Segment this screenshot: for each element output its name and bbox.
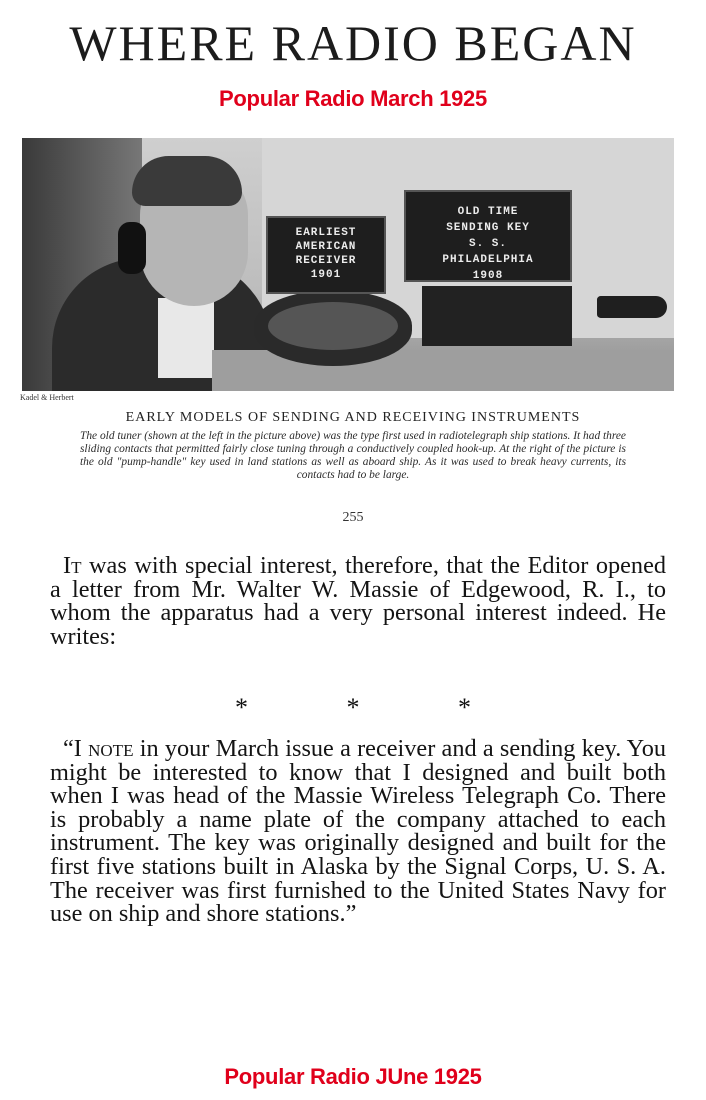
paragraph-text: [50, 737, 666, 926]
sending-key-name-plate: [404, 190, 572, 282]
section-separator: * * *: [235, 693, 517, 722]
plate2-line: 1908: [472, 270, 504, 282]
plate2-line: SENDING KEY: [446, 222, 530, 234]
sending-key-shape: [422, 286, 572, 346]
headphone-shape: [118, 222, 146, 274]
receiver-name-plate: [266, 216, 386, 294]
paragraph-body: in your March issue a receiver and a sending key. You might be interested to know that I designed and built both when I was head of the Massie Wireless Telegraph Co. There is probably a name plate of the company attached to each instrument. The key was originally designed and built for the first five stations built in Alaska by the Signal Corps, U. S. A. The receiver was first furnished to the United States Navy for use on ship and shore stations.”: [50, 735, 667, 928]
man-collar-shape: [158, 298, 214, 378]
paragraph-body: was with special interest, therefore, that the Editor opened a letter from Mr. Walter W. Massie of Edgewood, R. I., to whom the apparatus had a very personal interest indeed. He writes:: [50, 552, 666, 650]
receiver-coil-top: [268, 302, 398, 350]
paragraph-lead: It: [63, 552, 82, 579]
caption-text: The old tuner (shown at the left in the picture above) was the type first used in radiotelegraph ship stations. It had three sliding contacts that permitted fairly close tuning through a conductively coupled hook-up. At the right of the picture is the old "pump-handle" key used in land stations as well as aboard ship. As it was used to break heavy currents, its contacts had to be large.: [80, 430, 626, 481]
instrument-photo: [22, 138, 674, 391]
page-number: 255: [342, 510, 364, 525]
plate1-line: EARLIEST: [295, 227, 357, 239]
man-hair-shape: [132, 156, 242, 206]
caption-title: EARLY MODELS OF SENDING AND RECEIVING INSTRUMENTS: [125, 410, 581, 425]
plate2-line: OLD TIME: [457, 206, 519, 218]
plate1-line: RECEIVER: [295, 255, 357, 267]
plate2-line: PHILADELPHIA: [442, 254, 534, 266]
source-label-bottom: Popular Radio JUne 1925: [224, 1064, 482, 1089]
plate1-line: AMERICAN: [295, 241, 357, 253]
source-label-top: Popular Radio March 1925: [219, 86, 487, 111]
photo-credit: Kadel & Herbert: [20, 393, 74, 402]
article-title: WHERE RADIO BEGAN: [69, 15, 637, 71]
body-paragraph-1: [50, 554, 666, 648]
quote-open: “I: [63, 735, 89, 762]
plate1-line: 1901: [310, 269, 342, 281]
paragraph-lead: note: [88, 735, 134, 762]
body-paragraph-2: [50, 737, 666, 926]
horn-shape: [597, 296, 667, 318]
paragraph-text: [50, 554, 666, 648]
plate2-line: S. S.: [468, 238, 507, 250]
